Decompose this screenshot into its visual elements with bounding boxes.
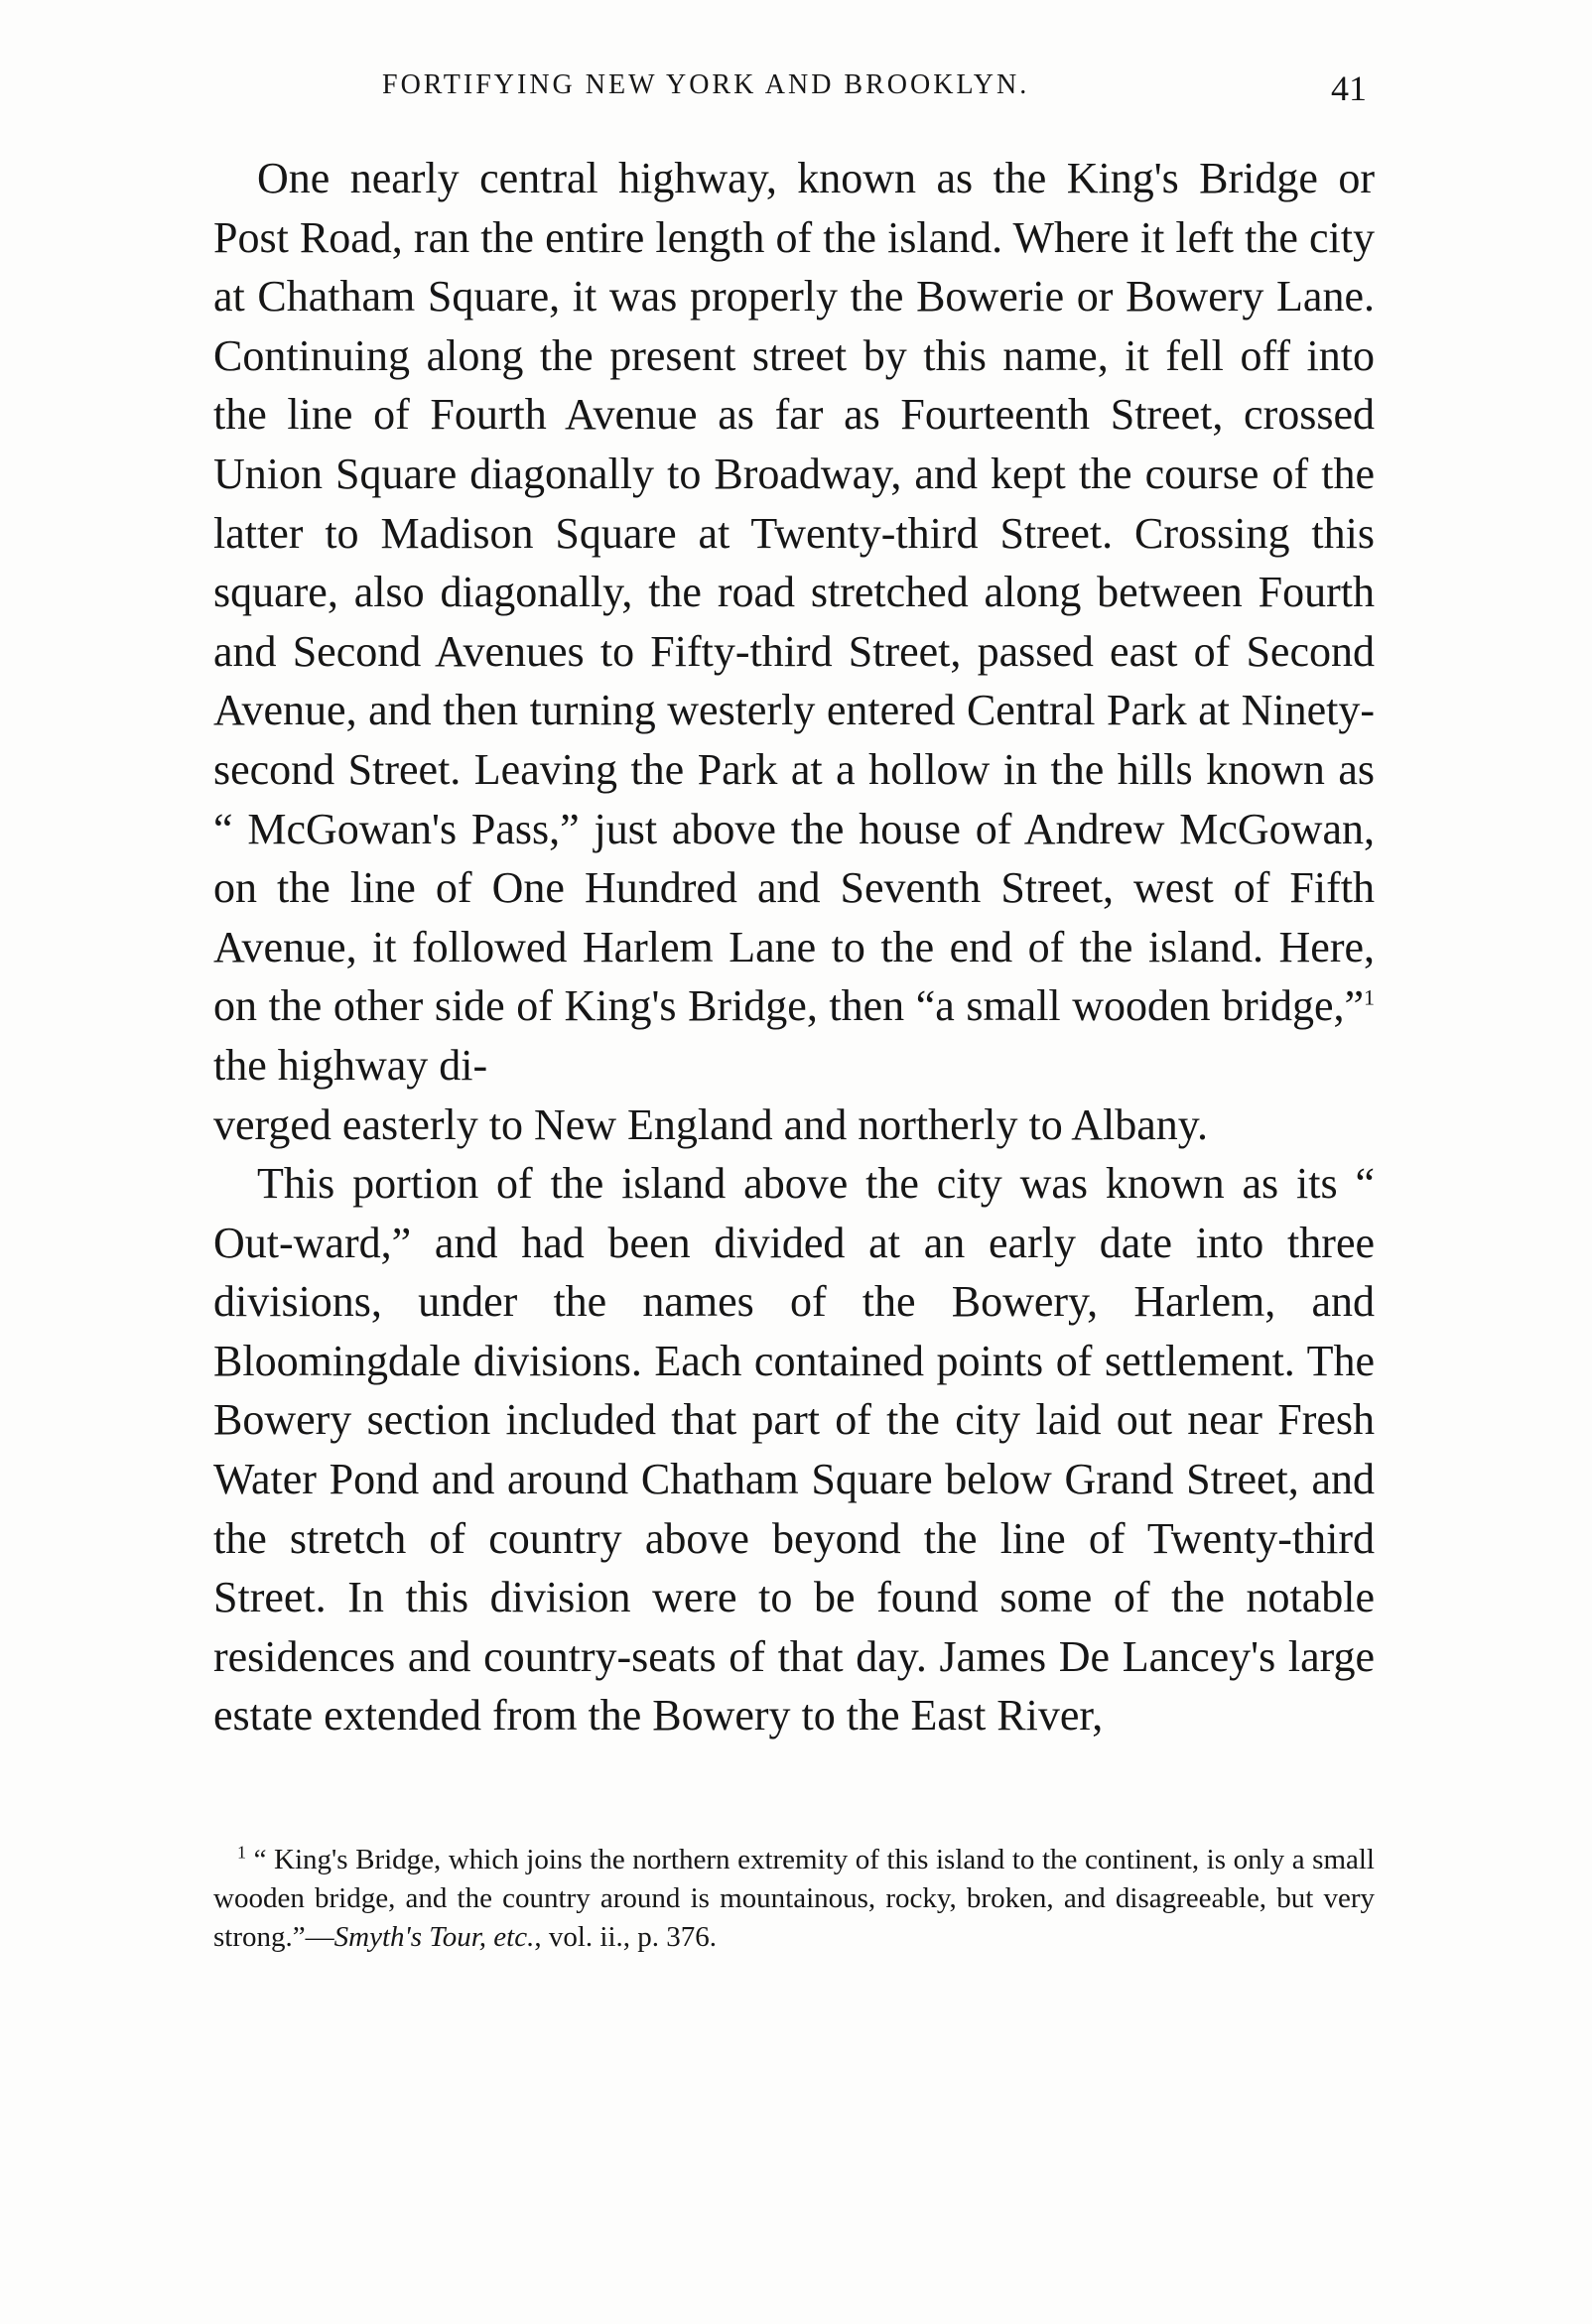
- footnote-text: “ King's Bridge, which joins the northern extremity of this island to the continent, is only a small wooden bridge, and the country around is mountainous, rocky, broken, and disagreeable, but very strong.”—: [213, 1844, 1375, 1953]
- footnote: [213, 1841, 1375, 1957]
- running-title: FORTIFYING NEW YORK AND BROOKLYN.: [382, 69, 1030, 100]
- footnote-tail: , vol. ii., p. 376.: [534, 1921, 717, 1953]
- paragraph-1-text: One nearly central highway, known as the King's Bridge or Post Road, ran the entire length of the island. Where it left the city at Chatham Square, it was properly the Bowerie or Bowery Lane. Continuing along the present street by this name, it fell off into the line of Fourth Avenue as far as Fourteenth Street, crossed Union Square diagonally to Broadway, and kept the course of the latter to Madison Square at Twenty-third Street. Crossing this square, also diagonally, the road stretched along between Fourth and Second Avenues to Fifty-third Street, passed east of Second Avenue, and then turning westerly entered Central Park at Ninety-second Street. Leaving the Park at a hollow in the hills known as “ McGowan's Pass,” just above the house of Andrew McGowan, on the line of One Hundred and Seventh Street, west of Fifth Avenue, it followed Harlem Lane to the end of the island. Here, on the other side of King's Bridge, then “a small wooden bridge,”: [213, 154, 1375, 1031]
- paragraph-2: This portion of the island above the city was known as its “ Out-ward,” and had been divided at an early date into three divisions, under the names of the Bowery, Harlem, and Bloomingdale divisions. Each contained points of settlement. The Bowery section included that part of the city laid out near Fresh Water Pond and around Chatham Square below Grand Street, and the stretch of country above beyond the line of Twenty-third Street. In this division were to be found some of the notable residences and country-seats of that day. James De Lancey's large estate extended from the Bowery to the East River,: [213, 1159, 1375, 1741]
- page-number: 41: [1331, 68, 1367, 108]
- running-head: [382, 69, 1375, 119]
- paragraph-1: [213, 149, 1375, 1154]
- paragraph-1-last-line: verged easterly to New England and northerly to Albany.: [213, 1099, 1208, 1149]
- body-text: [213, 149, 1375, 1745]
- footnote-reference: 1: [1364, 984, 1375, 1010]
- paragraph-1-tail: the highway di-: [213, 1040, 488, 1090]
- footnote-marker: 1: [237, 1842, 246, 1863]
- footnote-citation: Smyth's Tour, etc.: [333, 1921, 535, 1953]
